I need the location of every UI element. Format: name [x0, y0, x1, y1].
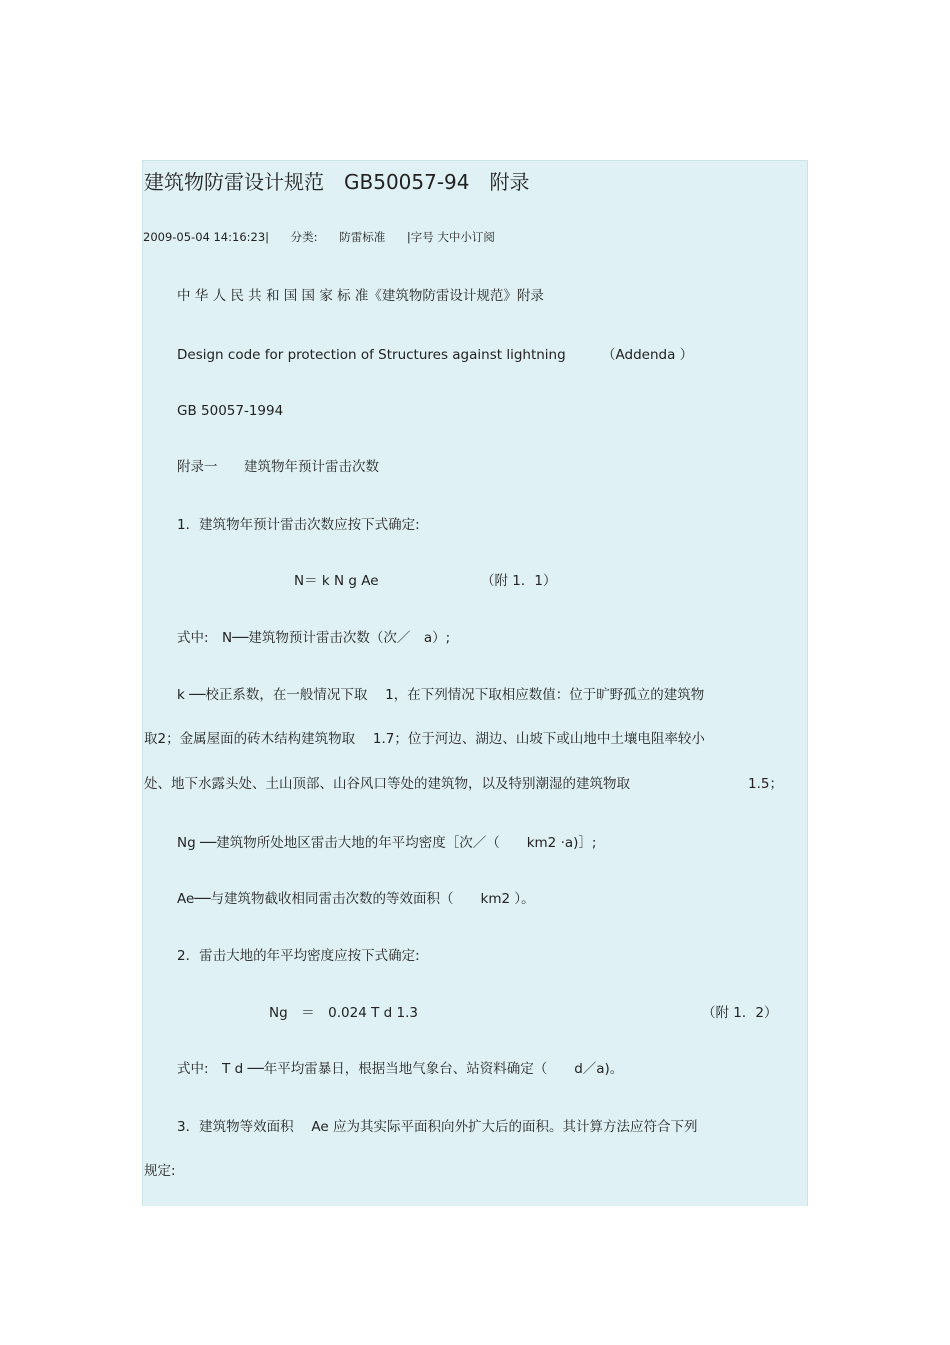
where-1: 式中: N──建筑物预计雷击次数（次／ a）; — [177, 630, 451, 646]
article-title: 建筑物防雷设计规范 GB50057-94 附录 — [144, 170, 530, 194]
item-2: 2．雷击大地的年平均密度应按下式确定: — [177, 948, 420, 964]
ng-definition: Ng ──建筑物所处地区雷击大地的年平均密度［次／（ km2 ·a)］; — [177, 835, 597, 851]
header-cn: 中 华 人 民 共 和 国 国 家 标 准《建筑物防雷设计规范》附录 — [177, 288, 544, 304]
appendix-title: 建筑物年预计雷击次数 — [244, 459, 379, 475]
standard-number: GB 50057-1994 — [177, 403, 284, 419]
formula-2-ref: （附 1．2） — [702, 1005, 778, 1021]
item-3-continued: 规定: — [144, 1163, 176, 1179]
font-size-controls[interactable]: |字号 大中小订阅 — [406, 230, 495, 244]
header-en-suffix: （Addenda ） — [602, 347, 694, 363]
ae-definition: Ae──与建筑物截收相同雷击次数的等效面积（ km2 ）。 — [177, 891, 535, 907]
post-datetime: 2009-05-04 14:16:23| — [143, 230, 270, 244]
formula-1-ref: （附 1．1） — [481, 573, 557, 589]
item-1: 1．建筑物年预计雷击次数应按下式确定: — [177, 517, 420, 533]
item-3: 3．建筑物等效面积 Ae 应为其实际平面积向外扩大后的面积。其计算方法应符合下列 — [177, 1119, 698, 1135]
k-line-3-value: 1.5； — [748, 776, 783, 792]
category-label: 分类: — [290, 230, 318, 244]
k-line-3: 处、地下水露头处、土山顶部、山谷风口等处的建筑物，以及特别潮湿的建筑物取 — [144, 776, 630, 792]
where-2: 式中: T d ──年平均雷暴日，根据当地气象台、站资料确定（ d／a)。 — [177, 1061, 624, 1077]
k-line-2: 取2；金属屋面的砖木结构建筑物取 1.7；位于河边、湖边、山坡下或山地中土壤电阻率较小 — [144, 731, 705, 747]
formula-2: Ng ＝ 0.024 T d 1.3 — [269, 1005, 418, 1021]
appendix-label: 附录一 — [177, 459, 218, 475]
header-en: Design code for protection of Structures against lightning — [177, 347, 566, 363]
category-link[interactable]: 防雷标准 — [339, 230, 386, 244]
article-panel — [142, 160, 808, 1206]
article-meta — [143, 232, 513, 244]
formula-1: N＝ k N g Ae — [294, 573, 379, 589]
k-line-1: k ──校正系数，在一般情况下取 1，在下列情况下取相应数值：位于旷野孤立的建筑物 — [177, 687, 705, 703]
